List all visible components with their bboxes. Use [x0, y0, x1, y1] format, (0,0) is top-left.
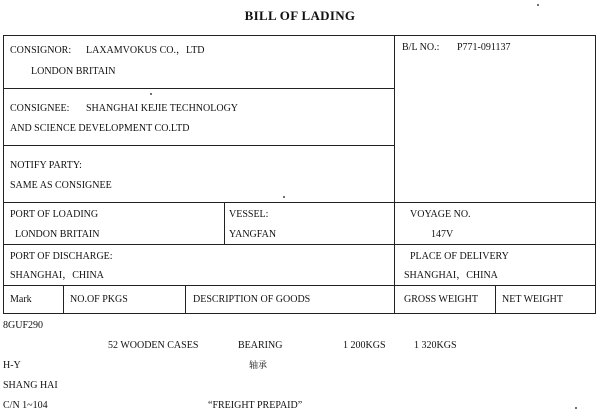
rule-header-bottom: [3, 313, 596, 314]
column-header-no-of-pkgs: NO.OF PKGS: [70, 294, 128, 305]
scan-speck: [150, 93, 152, 95]
notify-party-value: SAME AS CONSIGNEE: [10, 180, 112, 191]
rule-main-divider: [394, 35, 395, 313]
rule-notify-bottom: [3, 202, 596, 203]
scan-speck: [283, 196, 285, 198]
rule-top: [3, 35, 596, 36]
scan-speck: [537, 4, 539, 6]
rule-gross-divider: [495, 285, 496, 313]
bl-no-value: P771-091137: [457, 42, 511, 53]
goods-description-cn: 轴承: [249, 361, 268, 371]
column-header-description: DESCRIPTION OF GOODS: [193, 294, 311, 305]
rule-pkgs-divider: [185, 285, 186, 313]
rule-loading-bottom: [3, 244, 596, 245]
consignee-line2: AND SCIENCE DEVELOPMENT CO.LTD: [10, 123, 190, 134]
mark-line: SHANG HAI: [3, 380, 58, 391]
scan-speck: [575, 407, 577, 409]
port-of-discharge-label: PORT OF DISCHARGE:: [10, 251, 113, 262]
vessel-label: VESSEL:: [229, 209, 269, 220]
mark-line: H-Y: [3, 360, 21, 371]
rule-right-edge: [595, 35, 596, 313]
place-of-delivery-value: SHANGHAI，CHINA: [404, 270, 498, 281]
voyage-no-label: VOYAGE NO.: [410, 209, 471, 220]
column-header-net-weight: NET WEIGHT: [502, 294, 564, 305]
place-of-delivery-label: PLACE OF DELIVERY: [410, 251, 509, 262]
consignor-name: LAXAMVOKUS CO.，LTD: [86, 45, 205, 56]
voyage-no-value: 147V: [431, 229, 454, 240]
goods-description: BEARING: [238, 340, 283, 351]
consignor-label: CONSIGNOR:: [10, 45, 72, 56]
mark-line: C/N 1~104: [3, 400, 48, 411]
rule-vessel-divider: [224, 202, 225, 244]
goods-gross-weight: 1 200KGS: [343, 340, 386, 351]
port-of-loading-value: LONDON BRITAIN: [15, 229, 100, 240]
rule-mark-divider: [63, 285, 64, 313]
rule-discharge-bottom: [3, 285, 596, 286]
rule-left-edge: [3, 35, 4, 313]
rule-consignee-bottom: [3, 145, 394, 146]
goods-packages: 52 WOODEN CASES: [108, 340, 199, 351]
port-of-loading-label: PORT OF LOADING: [10, 209, 99, 220]
notify-party-label: NOTIFY PARTY:: [10, 160, 82, 171]
document-title: BILL OF LADING: [244, 8, 356, 23]
consignee-label: CONSIGNEE:: [10, 103, 70, 114]
freight-terms: “FREIGHT PREPAID”: [208, 400, 303, 411]
column-header-mark: Mark: [10, 294, 32, 305]
consignee-line1: SHANGHAI KEJIE TECHNOLOGY: [86, 103, 239, 114]
consignor-address: LONDON BRITAIN: [31, 66, 116, 77]
bl-no-label: B/L NO.:: [402, 42, 440, 53]
vessel-value: YANGFAN: [229, 229, 277, 240]
column-header-gross-weight: GROSS WEIGHT: [404, 294, 478, 305]
rule-consignor-bottom: [3, 88, 394, 89]
mark-line: 8GUF290: [3, 320, 44, 331]
goods-net-weight: 1 320KGS: [414, 340, 457, 351]
port-of-discharge-value: SHANGHAI，CHINA: [10, 270, 104, 281]
